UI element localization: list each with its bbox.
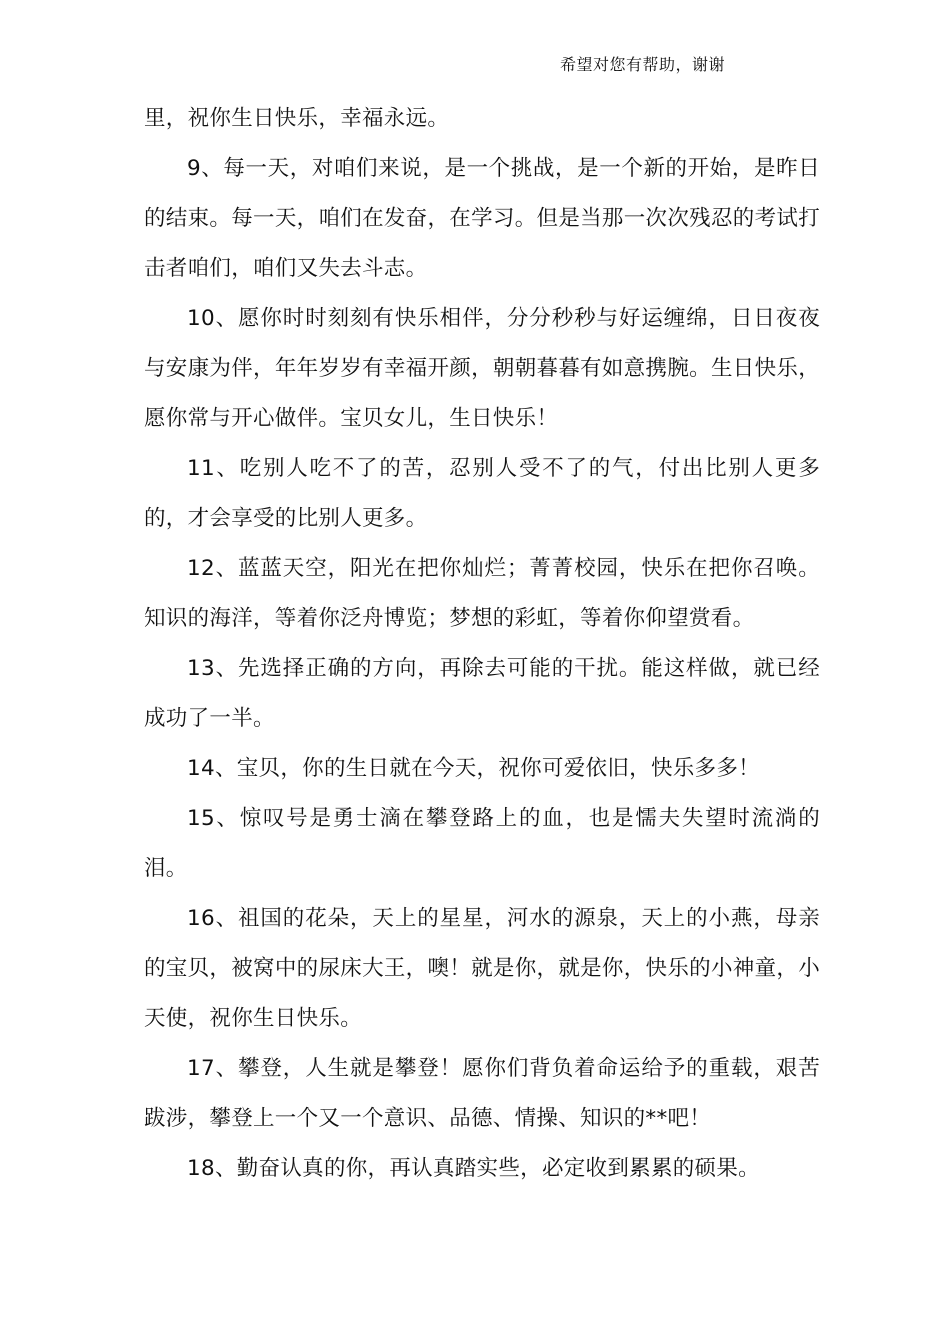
paragraph-item-15: 15、惊叹号是勇士滴在攀登路上的血，也是懦夫失望时流淌的泪。 xyxy=(144,806,820,881)
header-note: 希望对您有帮助，谢谢 xyxy=(560,55,726,74)
paragraph-item-14: 14、宝贝，你的生日就在今天，祝你可爱依旧，快乐多多！ xyxy=(187,756,760,781)
paragraph-item-12: 12、蓝蓝天空，阳光在把你灿烂；菁菁校园，快乐在把你召唤。知识的海洋，等着你泛舟博览；梦想的彩虹，等着你仰望赏看。 xyxy=(144,556,820,631)
paragraph-item-10: 10、愿你时时刻刻有快乐相伴，分分秒秒与好运缠绵，日日夜夜与安康为伴，年年岁岁有幸福开颜，朝朝暮暮有如意携腕。生日快乐，愿你常与开心做伴。宝贝女儿，生日快乐！ xyxy=(144,306,820,431)
paragraph-item-18: 18、勤奋认真的你，再认真踏实些，必定收到累累的硕果。 xyxy=(187,1156,760,1181)
paragraph-item-11: 11、吃别人吃不了的苦，忍别人受不了的气，付出比别人更多的，才会享受的比别人更多。 xyxy=(144,456,820,531)
paragraph-item-17: 17、攀登，人生就是攀登！愿你们背负着命运给予的重载，艰苦跋涉，攀登上一个又一个意识、品德、情操、知识的**吧！ xyxy=(144,1056,820,1131)
paragraph-item-9: 9、每一天，对咱们来说，是一个挑战，是一个新的开始，是昨日的结束。每一天，咱们在发奋，在学习。但是当那一次次残忍的考试打击者咱们，咱们又失去斗志。 xyxy=(144,156,820,281)
document-body xyxy=(144,94,820,1194)
paragraph-item-13: 13、先选择正确的方向，再除去可能的干扰。能这样做，就已经成功了一半。 xyxy=(144,656,820,731)
paragraph-item-16: 16、祖国的花朵，天上的星星，河水的源泉，天上的小燕，母亲的宝贝，被窝中的尿床大王，噢！就是你，就是你，快乐的小神童，小天使，祝你生日快乐。 xyxy=(144,906,820,1031)
paragraph-continuation: 里，祝你生日快乐，幸福永远。 xyxy=(144,106,450,131)
